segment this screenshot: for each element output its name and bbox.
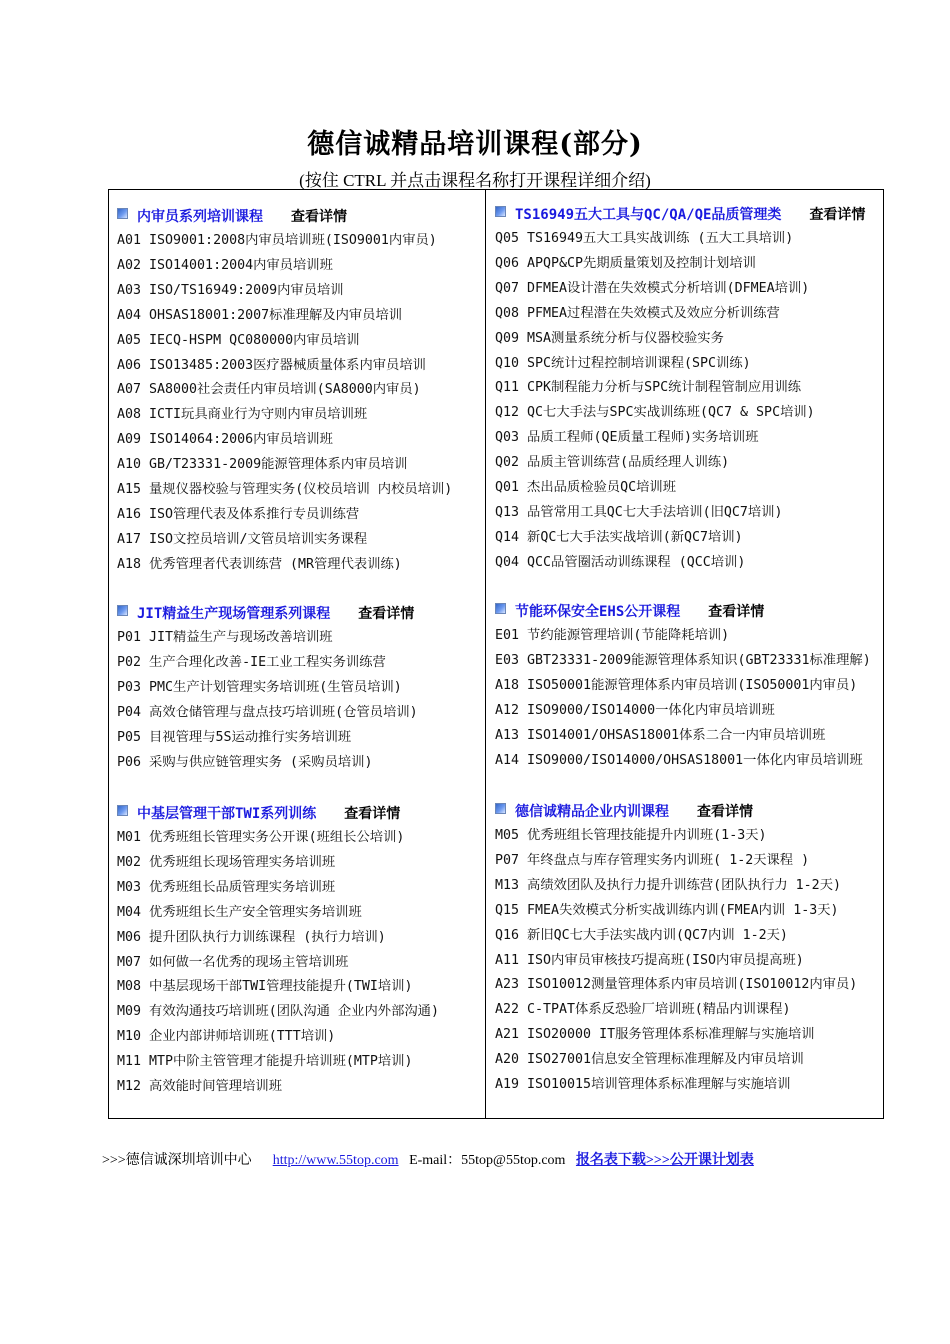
course-item[interactable]: M01 优秀班组长管理实务公开课(班组长公培训) (117, 830, 405, 845)
course-item[interactable]: M03 优秀班组长品质管理实务培训班 (117, 879, 336, 895)
course-item[interactable]: Q13 品管常用工具QC七大手法培训(旧QC7培训) (495, 504, 783, 520)
course-item[interactable]: A11 ISO内审员审核技巧提高班(ISO内审员提高班) (495, 952, 804, 968)
course-item[interactable]: A19 ISO10015培训管理体系标准理解与实施培训 (495, 1077, 791, 1092)
section-header (495, 203, 865, 225)
course-item[interactable]: P07 年终盘点与库存管理实务内训班( 1-2天课程 ) (495, 852, 810, 868)
section-title[interactable]: 内审员系列培训课程 (137, 209, 263, 225)
course-item[interactable]: P06 采购与供应链管理实务 (采购员培训) (117, 754, 373, 770)
bullet-square-icon (117, 208, 128, 219)
course-item[interactable]: A13 ISO14001/OHSAS18001体系二合一内审员培训班 (495, 727, 826, 743)
footer-email: E-mail：55top@55top.com (409, 1153, 566, 1168)
course-item[interactable]: Q16 新旧QC七大手法实战内训(QC7内训 1-2天) (495, 927, 788, 943)
course-item[interactable]: A08 ICTI玩具商业行为守则内审员培训班 (117, 407, 368, 423)
page-title: 德信诚精品培训课程(部分) (307, 129, 643, 160)
course-schedule-link[interactable]: 公开课计划表 (669, 1153, 754, 1168)
course-item[interactable]: Q09 MSA测量系统分析与仪器校验实务 (495, 330, 724, 346)
course-item[interactable]: A04 OHSAS18001:2007标准理解及内审员培训 (117, 307, 403, 323)
section-header (495, 600, 764, 622)
course-item[interactable]: Q08 PFMEA过程潜在失效模式及效应分析训练营 (495, 305, 780, 321)
section-header (117, 205, 347, 227)
view-details-link[interactable]: 查看详情 (291, 209, 347, 225)
course-item[interactable]: M06 提升团队执行力训练课程 (执行力培训) (117, 929, 386, 945)
course-item[interactable]: P05 目视管理与5S运动推行实务培训班 (117, 729, 352, 745)
footer-prefix: >>>德信诚深圳培训中心 (102, 1153, 252, 1168)
course-item[interactable]: M12 高效能时间管理培训班 (117, 1079, 282, 1094)
course-item[interactable]: M11 MTP中阶主管管理才能提升培训班(MTP培训) (117, 1054, 413, 1070)
course-item[interactable]: A18 优秀管理者代表训练营 (MR管理代表训练) (117, 556, 402, 572)
registration-form-link[interactable]: 报名表下载>>> (575, 1153, 670, 1168)
course-item[interactable]: Q06 APQP&CP先期质量策划及控制计划培训 (495, 255, 756, 271)
website-link[interactable]: http://www.55top.com (272, 1153, 399, 1168)
course-item[interactable]: A03 ISO/TS16949:2009内审员培训 (117, 282, 344, 298)
view-details-link[interactable]: 查看详情 (697, 804, 753, 820)
page-subtitle: (按住 CTRL 并点击课程名称打开课程详细介绍) (299, 171, 651, 190)
course-item[interactable]: M07 如何做一名优秀的现场主管培训班 (117, 954, 349, 970)
course-item[interactable]: A21 ISO20000 IT服务管理体系标准理解与实施培训 (495, 1027, 815, 1043)
bullet-square-icon (495, 206, 506, 217)
course-item[interactable]: M09 有效沟通技巧培训班(团队沟通 企业内外部沟通) (117, 1004, 439, 1020)
section-header (117, 802, 400, 824)
course-item[interactable]: Q10 SPC统计过程控制培训课程(SPC训练) (495, 355, 751, 371)
course-item[interactable]: A07 SA8000社会责任内审员培训(SA8000内审员) (117, 382, 421, 398)
course-item[interactable]: M04 优秀班组长生产安全管理实务培训班 (117, 904, 362, 920)
course-item[interactable]: A10 GB/T23331-2009能源管理体系内审员培训 (117, 457, 408, 473)
section-title[interactable]: TS16949五大工具与QC/QA/QE品质管理类 (515, 207, 782, 223)
course-table (108, 189, 884, 1119)
course-item[interactable]: Q07 DFMEA设计潜在失效模式分析培训(DFMEA培训) (495, 280, 810, 296)
course-item[interactable]: Q05 TS16949五大工具实战训练 (五大工具培训) (495, 231, 794, 246)
course-item[interactable]: A22 C-TPAT体系反恐验厂培训班(精品内训课程) (495, 1002, 791, 1018)
course-item[interactable]: M10 企业内部讲师培训班(TTT培训) (117, 1029, 336, 1045)
course-item[interactable]: Q14 新QC七大手法实战培训(新QC7培训) (495, 529, 743, 545)
course-item[interactable]: M02 优秀班组长现场管理实务培训班 (117, 854, 336, 870)
view-details-link[interactable]: 查看详情 (344, 806, 401, 822)
course-item[interactable]: A15 量规仪器校验与管理实务(仪校员培训 内校员培训) (117, 482, 453, 497)
course-item[interactable]: M13 高绩效团队及执行力提升训练营(团队执行力 1-2天) (495, 877, 841, 893)
course-item[interactable]: A18 ISO50001能源管理体系内审员培训(ISO50001内审员) (495, 677, 858, 693)
course-item[interactable]: E01 节约能源管理培训(节能降耗培训) (495, 628, 730, 643)
section-title[interactable]: 中基层管理干部TWI系列训练 (137, 806, 317, 822)
view-details-link[interactable]: 查看详情 (358, 606, 415, 622)
course-item[interactable]: M05 优秀班组长管理技能提升内训班(1-3天) (495, 828, 767, 843)
course-item[interactable]: P03 PMC生产计划管理实务培训班(生管员培训) (117, 679, 402, 695)
course-item[interactable]: A01 ISO9001:2008内审员培训班(ISO9001内审员) (117, 233, 437, 248)
view-details-link[interactable]: 查看详情 (809, 207, 866, 223)
bullet-square-icon (495, 803, 506, 814)
course-item[interactable]: E03 GBT23331-2009能源管理体系知识(GBT23331标准理解) (495, 652, 871, 668)
bullet-square-icon (495, 603, 506, 614)
course-item[interactable]: P01 JIT精益生产与现场改善培训班 (117, 630, 333, 645)
section-title[interactable]: 德信诚精品企业内训课程 (515, 804, 669, 820)
course-item[interactable]: Q03 品质工程师(QE质量工程师)实务培训班 (495, 430, 759, 446)
course-item[interactable]: A12 ISO9000/ISO14000一体化内审员培训班 (495, 702, 775, 718)
course-item[interactable]: A17 ISO文控员培训/文管员培训实务课程 (117, 531, 368, 547)
bullet-square-icon (117, 605, 128, 616)
course-item[interactable]: A05 IECQ-HSPM QC080000内审员培训 (117, 332, 360, 348)
course-item[interactable]: A06 ISO13485:2003医疗器械质量体系内审员培训 (117, 357, 426, 373)
course-item[interactable]: Q12 QC七大手法与SPC实战训练班(QC7 & SPC培训) (495, 405, 815, 421)
course-item[interactable]: A14 ISO9000/ISO14000/OHSAS18001一体化内审员培训班 (495, 752, 863, 768)
course-item[interactable]: A23 ISO10012测量管理体系内审员培训(ISO10012内审员) (495, 977, 858, 993)
course-item[interactable]: M08 中基层现场干部TWI管理技能提升(TWI培训) (117, 979, 413, 995)
course-item[interactable]: A09 ISO14064:2006内审员培训班 (117, 432, 333, 448)
column-divider (485, 190, 486, 1118)
section-title[interactable]: JIT精益生产现场管理系列课程 (137, 606, 331, 622)
course-item[interactable]: P04 高效仓储管理与盘点技巧培训班(仓管员培训) (117, 704, 418, 720)
course-item[interactable]: A16 ISO管理代表及体系推行专员训练营 (117, 506, 360, 522)
section-header (495, 800, 753, 822)
section-header (117, 602, 414, 624)
course-item[interactable]: Q11 CPK制程能力分析与SPC统计制程管制应用训练 (495, 380, 802, 396)
section-title[interactable]: 节能环保安全EHS公开课程 (515, 604, 681, 620)
course-item[interactable]: P02 生产合理化改善-IE工业工程实务训练营 (117, 654, 386, 670)
bullet-square-icon (117, 805, 128, 816)
course-item[interactable]: Q15 FMEA失效模式分析实战训练内训(FMEA内训 1-3天) (495, 902, 839, 918)
course-item[interactable]: Q04 QCC品管圈活动训练课程 (QCC培训) (495, 554, 746, 570)
footer (102, 1149, 754, 1169)
view-details-link[interactable]: 查看详情 (708, 604, 765, 620)
course-item[interactable]: Q02 品质主管训练营(品质经理人训练) (495, 455, 730, 471)
course-item[interactable]: Q01 杰出品质检验员QC培训班 (495, 480, 677, 495)
course-item[interactable]: A02 ISO14001:2004内审员培训班 (117, 257, 333, 273)
course-item[interactable]: A20 ISO27001信息安全管理标准理解及内审员培训 (495, 1052, 804, 1068)
